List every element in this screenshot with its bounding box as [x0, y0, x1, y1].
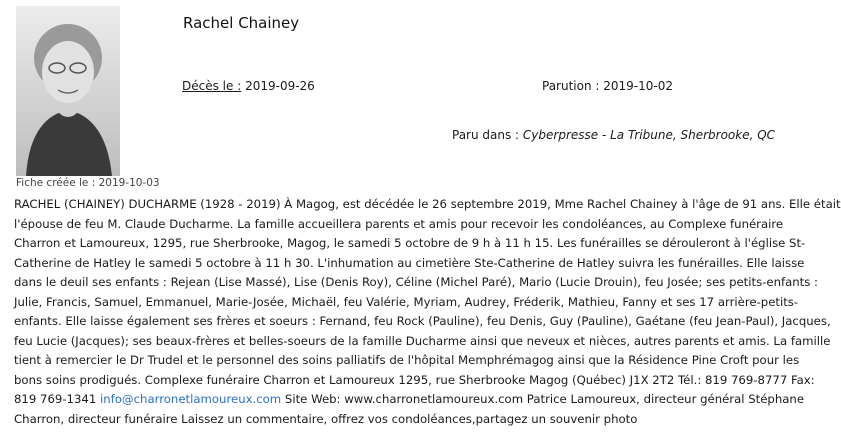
- website-text: Site Web: www.charronetlamoureux.com Patrice Lamoureux, directeur général Stéphane: [284, 392, 805, 406]
- deceased-photo: [16, 6, 120, 176]
- death-date-label: Décès le :: [182, 79, 242, 93]
- death-date-value: 2019-09-26: [245, 79, 315, 93]
- obituary-line: Charron, directeur funéraire Laissez un commentaire, offrez vos condoléances,partagez un souvenir photo: [14, 411, 638, 426]
- publication-date-value: 2019-10-02: [603, 79, 674, 93]
- obituary-line: bons soins prodigués. Complexe funéraire Charron et Lamoureux 1295, rue Sherbrooke Magog (Québec) J1X 2T2 Tél.: 819 769-8777 Fax:: [14, 372, 815, 387]
- obituary-line: l'épouse de feu M. Claude Ducharme. La famille accueillera parents et amis pour recevoir les condoléances, au Complexe funéraire: [14, 216, 784, 231]
- fax-number: 819 769-1341: [14, 392, 97, 406]
- portrait-image: [16, 6, 120, 176]
- obituary-line: Charron et Lamoureux, 1295, rue Sherbrooke, Magog, le samedi 5 octobre de 9 h à 11 h 15. Les funérailles se dérouleront à l'église St-: [14, 236, 806, 250]
- obituary-line: Catherine de Hatley le samedi 5 octobre à 11 h 30. L'inhumation au cimetière Ste-Catherine de Hatley suivra les funérailles. Elle laisse: [14, 255, 805, 270]
- deceased-name: Rachel Chainey: [183, 14, 300, 32]
- publication-date: [542, 79, 673, 93]
- obituary-line: RACHEL (CHAINEY) DUCHARME (1928 - 2019) À Magog, est décédée le 26 septembre 2019, Mme Rachel Chainey à l'âge de 91 ans. Elle était: [14, 197, 841, 211]
- published-in-source: Cyberpresse - La Tribune, Sherbrooke, QC: [522, 128, 776, 142]
- record-created-caption: Fiche créée le : 2019-10-03: [16, 177, 160, 189]
- obituary-text: [14, 195, 841, 429]
- email-link[interactable]: info@charronetlamoureux.com: [100, 392, 282, 406]
- published-in: [452, 128, 775, 142]
- publication-date-label: Parution :: [542, 79, 600, 93]
- obituary-line: Julie, Francis, Samuel, Emmanuel, Marie-Josée, Michaël, feu Valérie, Myriam, Audrey, Fréderik, Mathieu, Fanny et ses 17 arrière-petits-: [14, 294, 799, 309]
- obituary-line: enfants. Elle laisse également ses frères et soeurs : Fernand, feu Rock (Pauline), feu Denis, Guy (Pauline), Gaétane (feu Jean-Paul), Jacques,: [14, 314, 831, 328]
- obituary-line: dans le deuil ses enfants : Rejean (Lise Massé), Lise (Denis Roy), Céline (Michel Paré), Mario (Lucie Drouin), feu Josée; ses petits-enfants :: [14, 275, 818, 289]
- obituary-line-contact: [14, 390, 805, 410]
- published-in-label: Paru dans :: [452, 128, 520, 142]
- death-date: [182, 79, 315, 93]
- obituary-line: tient à remercier le Dr Trudel et le personnel des soins palliatifs de l'hôpital Memphrémagog ainsi que la Résidence Pine Croft pour les: [14, 353, 800, 367]
- obituary-line: feu Lucie (Jacques); ses beaux-frères et belles-soeurs de la famille Ducharme ainsi que neveux et nièces, autres parents et amis. La famille: [14, 333, 831, 348]
